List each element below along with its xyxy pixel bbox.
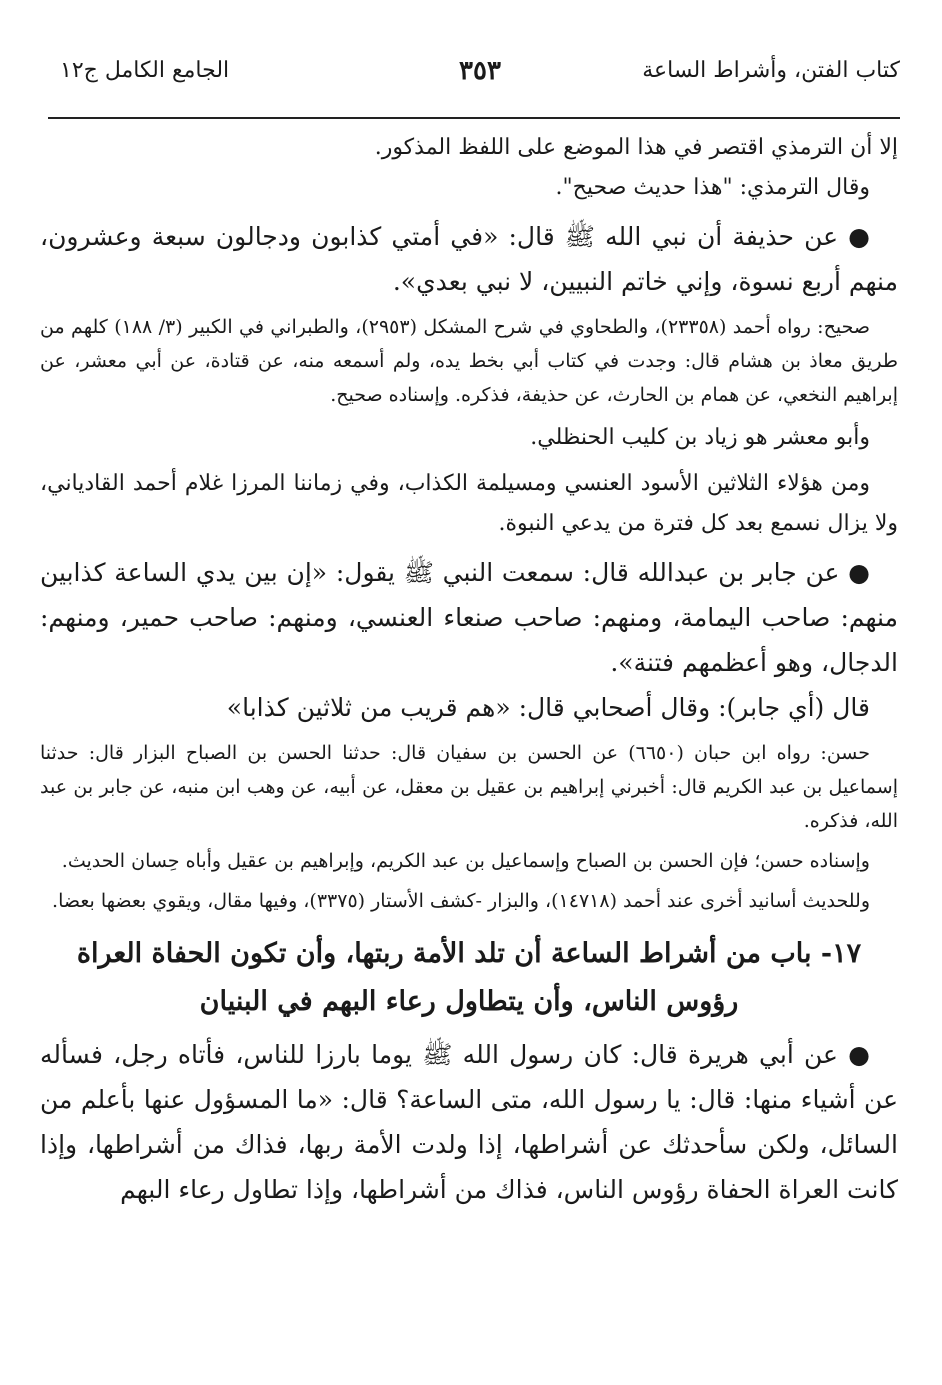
takhrij-note: وللحديث أسانيد أخرى عند أحمد (١٤٧١٨)، والبزار -كشف الأستار (٣٣٧٥)، وفيها مقال، ويقوي بعضها بعضا. <box>52 890 870 912</box>
book-section-title: كتاب الفتن، وأشراط الساعة <box>642 58 900 83</box>
takhrij-note: حسن: رواه ابن حبان (٦٦٥٠) عن الحسن بن سفيان قال: حدثنا الحسن بن الصباح البزار قال: حدثنا إسماعيل بن عبد الكريم قال: أخبرني إبراهيم بن عقيل بن معقل، عن أبيه، عن وهب ابن منبه، عن جابر بن عبد الله، فذكره. <box>40 742 898 832</box>
paragraph: وأبو معشر هو زياد بن كليب الحنظلي. <box>530 425 870 450</box>
page-header <box>60 58 900 98</box>
hadith-text: قال (أي جابر): وقال أصحابي قال: «هم قريب من ثلاثين كذابا» <box>226 693 870 722</box>
hadith-text: ● عن حذيفة أن نبي الله ﷺ قال: «في أمتي كذابون ودجالون سبعة وعشرون، منهم أربع نسوة، وإني خاتم النبيين، لا نبي بعدي». <box>40 222 898 296</box>
paragraph: ومن هؤلاء الثلاثين الأسود العنسي ومسيلمة الكذاب، وفي زماننا المرزا غلام أحمد القادياني، ولا يزال نسمع بعد كل فترة من يدعي النبوة. <box>40 471 898 536</box>
page-body <box>40 128 898 1212</box>
chapter-heading: ١٧- باب من أشراط الساعة أن تلد الأمة ربتها، وأن تكون الحفاة العراة رؤوس الناس، وأن يتطاول رعاء البهم في البنيان <box>76 938 862 1017</box>
paragraph: وقال الترمذي: "هذا حديث صحيح". <box>555 175 870 200</box>
paragraph: إلا أن الترمذي اقتصر في هذا الموضع على اللفظ المذكور. <box>374 135 898 160</box>
header-divider <box>48 117 900 119</box>
hadith-text: ● عن جابر بن عبدالله قال: سمعت النبي ﷺ يقول: «إن بين يدي الساعة كذابين منهم: صاحب اليمامة، ومنهم: صاحب صنعاء العنسي، ومنهم: صاحب حمير، ومنهم: الدجال، وهو أعظمهم فتنة». <box>40 558 898 677</box>
takhrij-note: وإسناده حسن؛ فإن الحسن بن الصباح وإسماعيل بن عبد الكريم، وإبراهيم بن عقيل وأباه حِسان الحديث. <box>61 850 870 872</box>
takhrij-note: صحيح: رواه أحمد (٢٣٣٥٨)، والطحاوي في شرح المشكل (٢٩٥٣)، والطبراني في الكبير (٣/ ١٨٨) كلهم من طريق معاذ بن هشام قال: وجدت في كتاب أبي بخط يده، ولم أسمعه منه، عن قتادة، عن أبي معشر، عن إبراهيم النخعي، عن همام بن الحارث، عن حذيفة، فذكره. وإسناده صحيح. <box>40 316 898 406</box>
page-number: ٣٥٣ <box>459 56 501 86</box>
book-volume-title: الجامع الكامل ج١٢ <box>60 58 230 83</box>
hadith-text: ● عن أبي هريرة قال: كان رسول الله ﷺ يوما بارزا للناس، فأتاه رجل، فسأله عن أشياء منها: قال: يا رسول الله، متى الساعة؟ قال: «ما المسؤول عنها بأعلم من السائل، ولكن سأحدثك عن أشراطها، إذا ولدت الأمة ربها، فذاك من أشراطها، وإذا كانت العراة الحفاة رؤوس الناس، فذاك من أشراطها، وإذا تطاول رعاء البهم <box>40 1040 898 1204</box>
